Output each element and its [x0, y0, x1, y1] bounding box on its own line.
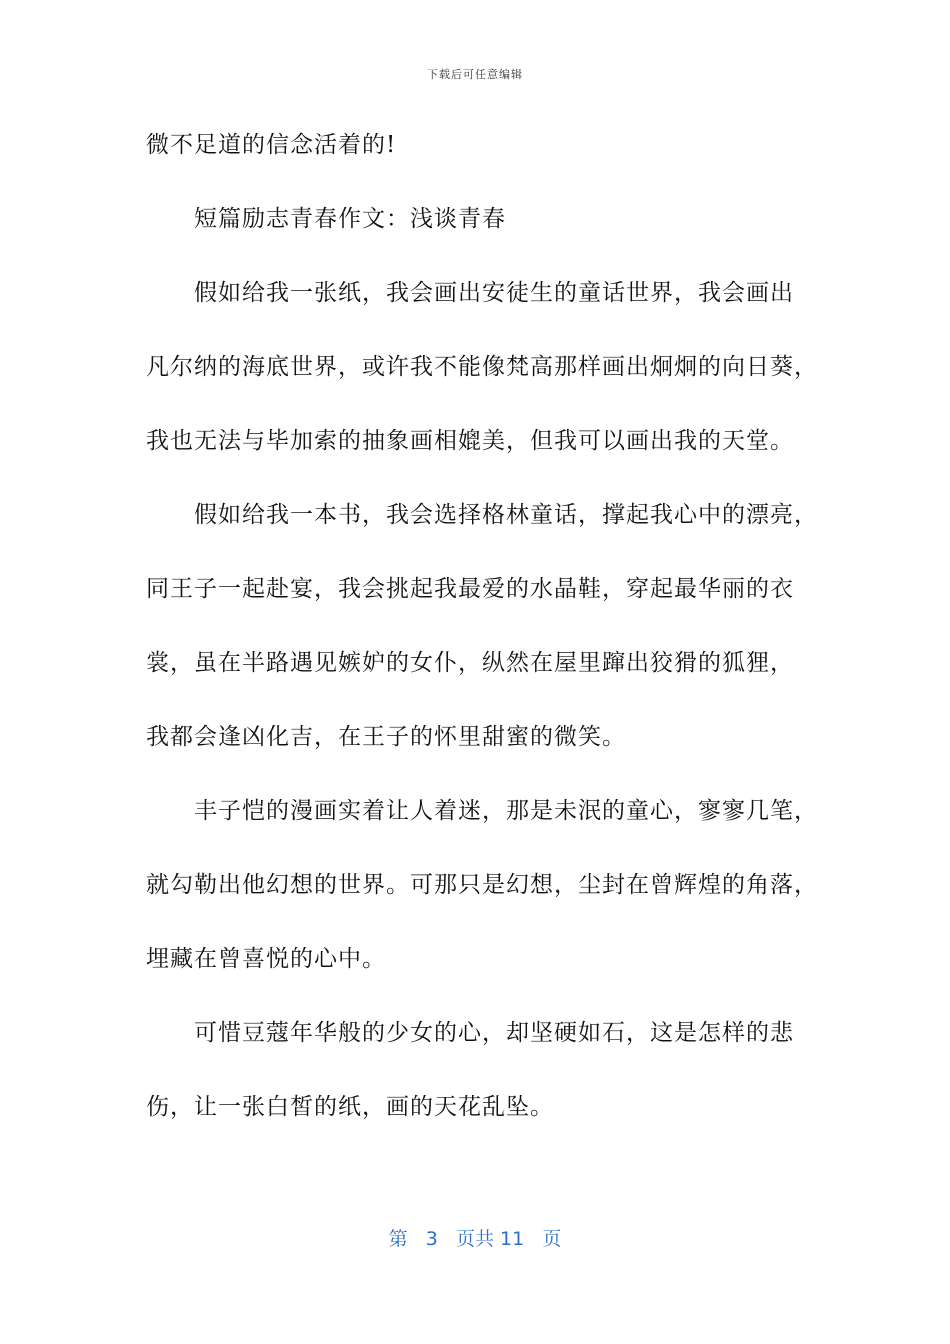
paragraph-line: 同王子一起赴宴，我会挑起我最爱的水晶鞋，穿起最华丽的衣: [146, 576, 794, 602]
paragraph-line: 凡尔纳的海底世界，或许我不能像梵高那样画出炯炯的向日葵，: [146, 354, 818, 380]
heading-text: 短篇励志青春作文：浅谈青春: [194, 206, 506, 232]
article-heading: [146, 182, 816, 256]
paragraph-line: 裳，虽在半路遇见嫉妒的女仆，纵然在屋里蹿出狡猾的狐狸，: [146, 650, 794, 676]
paragraph-line: 我都会逢凶化吉，在王子的怀里甜蜜的微笑。: [146, 724, 626, 750]
current-page-number: 3: [425, 1228, 438, 1250]
paragraph: [146, 996, 816, 1144]
paragraph-line: 假如给我一张纸，我会画出安徒生的童话世界，我会画出: [194, 280, 794, 306]
paragraph-line: 假如给我一本书，我会选择格林童话，撑起我心中的漂亮，: [194, 502, 818, 528]
total-pages-number: 11: [500, 1228, 525, 1250]
paragraph-line: 微不足道的信念活着的!: [146, 132, 397, 158]
paragraph-line: 丰子恺的漫画实着让人着迷，那是未泯的童心，寥寥几笔，: [194, 798, 818, 824]
paragraph-line: 就勾勒出他幻想的世界。可那只是幻想，尘封在曾辉煌的角落，: [146, 872, 818, 898]
paragraph-line: 我也无法与毕加索的抽象画相媲美，但我可以画出我的天堂。: [146, 428, 794, 454]
paragraph-line: 埋藏在曾喜悦的心中。: [146, 946, 386, 972]
page-number-footer: [0, 1224, 950, 1251]
page-label-middle: 页共: [455, 1228, 494, 1250]
page-label-suffix: 页: [542, 1228, 562, 1250]
paragraph: [146, 256, 816, 478]
paragraph: [146, 774, 816, 996]
paragraph: [146, 478, 816, 774]
page-label-prefix: 第: [388, 1228, 408, 1250]
paragraph-line: 可惜豆蔻年华般的少女的心，却坚硬如石，这是怎样的悲: [194, 1020, 794, 1046]
paragraph-line: 伤，让一张白皙的纸，画的天花乱坠。: [146, 1094, 554, 1120]
text-line: [146, 108, 816, 182]
header-note: 下载后可任意编辑: [427, 68, 523, 81]
